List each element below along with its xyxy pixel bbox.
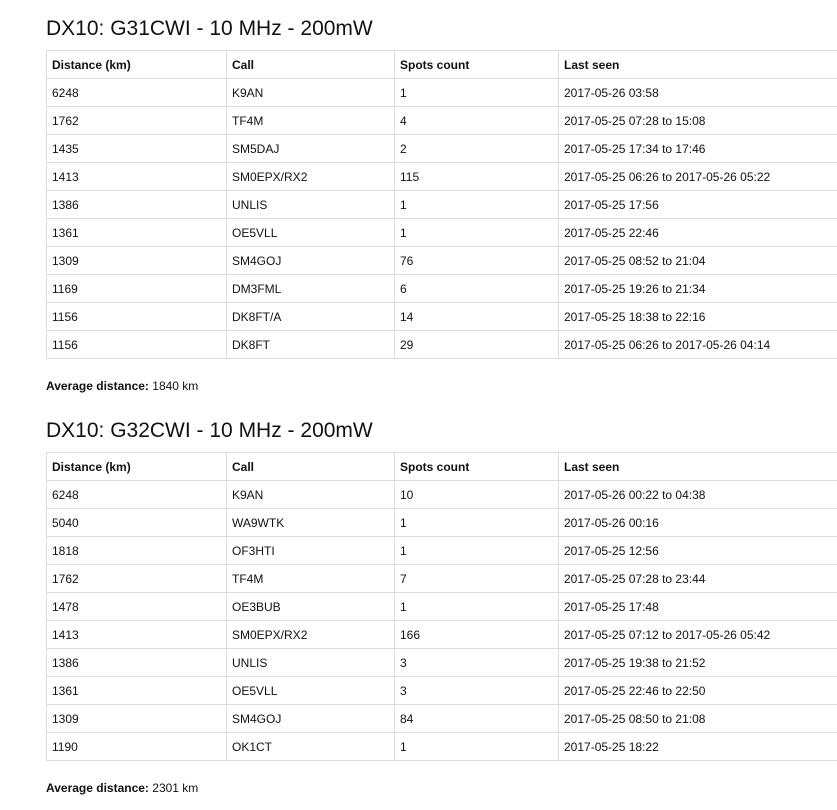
- spots-table: [46, 452, 837, 761]
- column-header-last-seen: Last seen: [559, 453, 837, 481]
- cell-spots-count: 1: [395, 219, 559, 247]
- table-row: [47, 621, 837, 649]
- table-row: [47, 331, 837, 359]
- cell-distance: 1156: [47, 303, 227, 331]
- table-row: [47, 79, 837, 107]
- table-row: [47, 733, 837, 761]
- column-header-spots-count: Spots count: [395, 453, 559, 481]
- table-row: [47, 677, 837, 705]
- cell-call: DK8FT/A: [227, 303, 395, 331]
- table-row: [47, 219, 837, 247]
- cell-distance: 1169: [47, 275, 227, 303]
- table-row: [47, 107, 837, 135]
- table-row: [47, 593, 837, 621]
- cell-last-seen: 2017-05-25 08:52 to 21:04: [559, 247, 837, 275]
- table-row: [47, 509, 837, 537]
- average-distance-label: Average distance:: [46, 379, 149, 393]
- cell-spots-count: 1: [395, 593, 559, 621]
- cell-spots-count: 1: [395, 79, 559, 107]
- cell-spots-count: 1: [395, 733, 559, 761]
- cell-last-seen: 2017-05-25 07:28 to 23:44: [559, 565, 837, 593]
- table-header-row: [47, 453, 837, 481]
- table-row: [47, 649, 837, 677]
- cell-call: K9AN: [227, 79, 395, 107]
- table-row: [47, 481, 837, 509]
- cell-spots-count: 3: [395, 677, 559, 705]
- column-header-call: Call: [227, 453, 395, 481]
- cell-distance: 5040: [47, 509, 227, 537]
- cell-call: UNLIS: [227, 649, 395, 677]
- cell-distance: 1309: [47, 705, 227, 733]
- table-row: [47, 537, 837, 565]
- cell-call: OE5VLL: [227, 677, 395, 705]
- cell-distance: 1361: [47, 677, 227, 705]
- column-header-spots-count: Spots count: [395, 51, 559, 79]
- cell-call: WA9WTK: [227, 509, 395, 537]
- average-distance-value: 1840 km: [152, 379, 199, 393]
- cell-last-seen: 2017-05-25 08:50 to 21:08: [559, 705, 837, 733]
- cell-last-seen: 2017-05-25 19:26 to 21:34: [559, 275, 837, 303]
- cell-distance: 1818: [47, 537, 227, 565]
- cell-spots-count: 84: [395, 705, 559, 733]
- cell-last-seen: 2017-05-25 22:46: [559, 219, 837, 247]
- cell-distance: 1762: [47, 107, 227, 135]
- cell-distance: 6248: [47, 481, 227, 509]
- cell-call: K9AN: [227, 481, 395, 509]
- cell-last-seen: 2017-05-25 22:46 to 22:50: [559, 677, 837, 705]
- table-row: [47, 705, 837, 733]
- table-row: [47, 191, 837, 219]
- table-row: [47, 163, 837, 191]
- cell-last-seen: 2017-05-25 17:34 to 17:46: [559, 135, 837, 163]
- cell-spots-count: 4: [395, 107, 559, 135]
- cell-distance: 1762: [47, 565, 227, 593]
- column-header-last-seen: Last seen: [559, 51, 837, 79]
- cell-last-seen: 2017-05-26 00:22 to 04:38: [559, 481, 837, 509]
- cell-spots-count: 29: [395, 331, 559, 359]
- cell-call: OE5VLL: [227, 219, 395, 247]
- cell-call: SM4GOJ: [227, 705, 395, 733]
- cell-last-seen: 2017-05-25 07:28 to 15:08: [559, 107, 837, 135]
- cell-last-seen: 2017-05-25 19:38 to 21:52: [559, 649, 837, 677]
- cell-distance: 1478: [47, 593, 227, 621]
- cell-call: TF4M: [227, 107, 395, 135]
- average-distance: [46, 379, 837, 393]
- cell-distance: 1435: [47, 135, 227, 163]
- cell-distance: 1386: [47, 649, 227, 677]
- cell-last-seen: 2017-05-25 06:26 to 2017-05-26 04:14: [559, 331, 837, 359]
- cell-call: OF3HTI: [227, 537, 395, 565]
- table-body: [47, 481, 837, 761]
- cell-distance: 1413: [47, 163, 227, 191]
- cell-last-seen: 2017-05-25 18:38 to 22:16: [559, 303, 837, 331]
- cell-last-seen: 2017-05-25 17:48: [559, 593, 837, 621]
- cell-call: SM5DAJ: [227, 135, 395, 163]
- cell-last-seen: 2017-05-25 18:22: [559, 733, 837, 761]
- table-header-row: [47, 51, 837, 79]
- cell-spots-count: 14: [395, 303, 559, 331]
- cell-spots-count: 10: [395, 481, 559, 509]
- cell-spots-count: 3: [395, 649, 559, 677]
- cell-last-seen: 2017-05-26 00:16: [559, 509, 837, 537]
- cell-call: UNLIS: [227, 191, 395, 219]
- cell-call: DM3FML: [227, 275, 395, 303]
- cell-call: OE3BUB: [227, 593, 395, 621]
- table-row: [47, 247, 837, 275]
- cell-last-seen: 2017-05-26 03:58: [559, 79, 837, 107]
- cell-call: SM4GOJ: [227, 247, 395, 275]
- column-header-distance: Distance (km): [47, 51, 227, 79]
- cell-distance: 1190: [47, 733, 227, 761]
- column-header-call: Call: [227, 51, 395, 79]
- table-row: [47, 565, 837, 593]
- cell-spots-count: 1: [395, 509, 559, 537]
- table-row: [47, 135, 837, 163]
- report-section-g32cwi: [46, 416, 837, 795]
- average-distance-label: Average distance:: [46, 781, 149, 795]
- cell-last-seen: 2017-05-25 12:56: [559, 537, 837, 565]
- cell-spots-count: 115: [395, 163, 559, 191]
- cell-call: SM0EPX/RX2: [227, 163, 395, 191]
- cell-call: TF4M: [227, 565, 395, 593]
- cell-call: SM0EPX/RX2: [227, 621, 395, 649]
- cell-call: DK8FT: [227, 331, 395, 359]
- cell-spots-count: 2: [395, 135, 559, 163]
- cell-spots-count: 1: [395, 537, 559, 565]
- cell-spots-count: 6: [395, 275, 559, 303]
- section-title: DX10: G31CWI - 10 MHz - 200mW: [46, 17, 373, 40]
- cell-spots-count: 1: [395, 191, 559, 219]
- table-row: [47, 303, 837, 331]
- average-distance-value: 2301 km: [152, 781, 199, 795]
- cell-spots-count: 166: [395, 621, 559, 649]
- cell-distance: 1413: [47, 621, 227, 649]
- section-title: DX10: G32CWI - 10 MHz - 200mW: [46, 419, 373, 442]
- cell-distance: 6248: [47, 79, 227, 107]
- cell-last-seen: 2017-05-25 17:56: [559, 191, 837, 219]
- cell-distance: 1309: [47, 247, 227, 275]
- cell-distance: 1156: [47, 331, 227, 359]
- average-distance: [46, 781, 837, 795]
- column-header-distance: Distance (km): [47, 453, 227, 481]
- cell-distance: 1361: [47, 219, 227, 247]
- table-body: [47, 79, 837, 359]
- spots-table: [46, 50, 837, 359]
- cell-spots-count: 76: [395, 247, 559, 275]
- table-row: [47, 275, 837, 303]
- cell-last-seen: 2017-05-25 07:12 to 2017-05-26 05:42: [559, 621, 837, 649]
- cell-spots-count: 7: [395, 565, 559, 593]
- cell-last-seen: 2017-05-25 06:26 to 2017-05-26 05:22: [559, 163, 837, 191]
- report-section-g31cwi: [46, 14, 837, 393]
- cell-call: OK1CT: [227, 733, 395, 761]
- cell-distance: 1386: [47, 191, 227, 219]
